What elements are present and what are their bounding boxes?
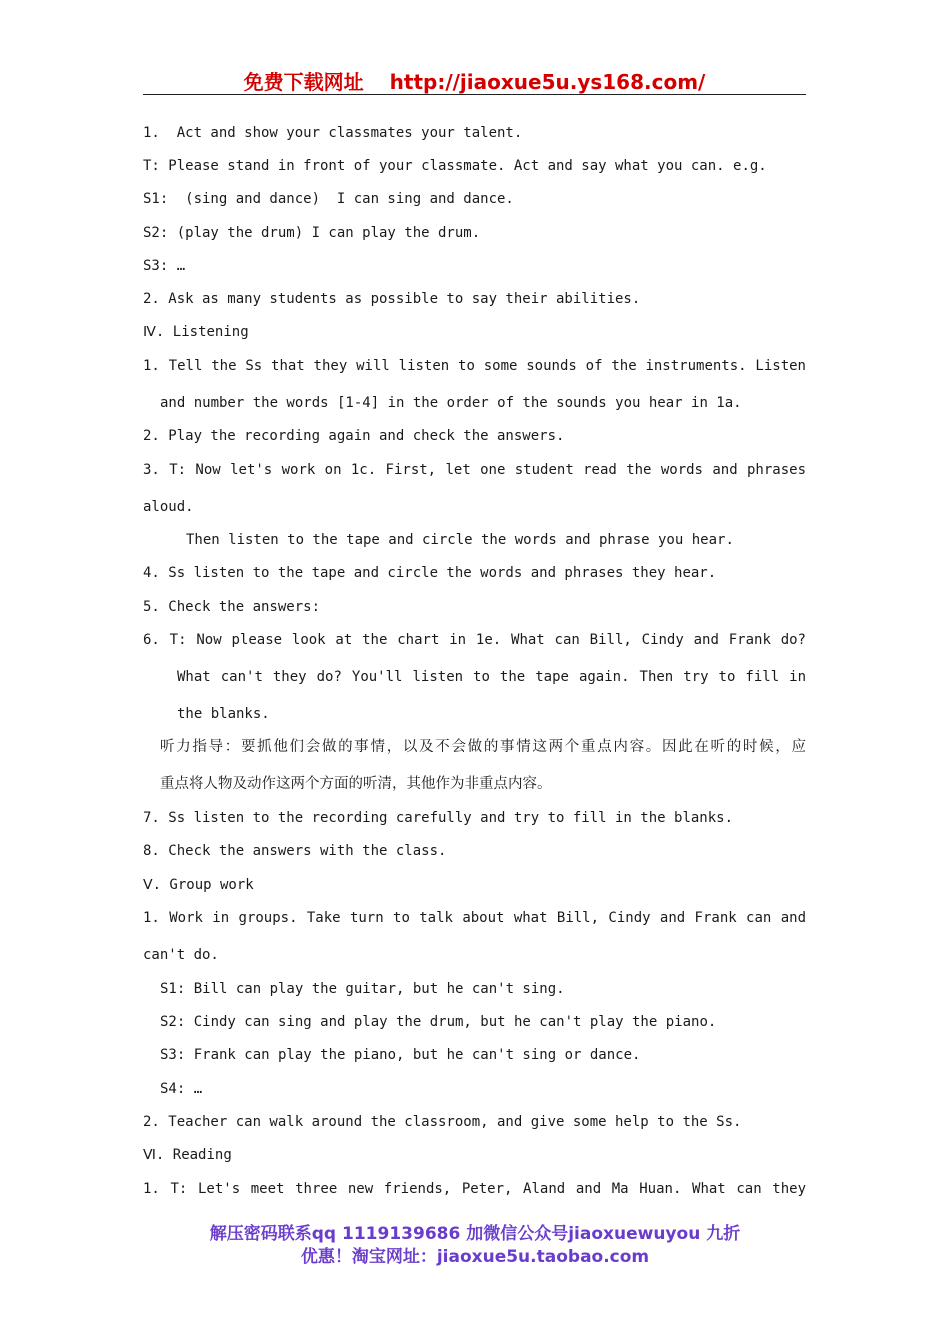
page-header [143, 66, 806, 95]
footer-line-2: 优惠！淘宝网址：jiaoxue5u.taobao.com [300, 1247, 650, 1267]
header-site-label: 免费下载网址 [243, 70, 364, 94]
text-line: S4: … [160, 1081, 203, 1097]
text-line: 1. T: Let's meet three new friends, Peter, Aland and Ma Huan. What can they [143, 1181, 806, 1197]
text-line: 4. Ss listen to the tape and circle the words and phrases they hear. [143, 565, 717, 581]
text-line: T: Please stand in front of your classmate. Act and say what you can. e.g. [143, 158, 767, 174]
text-line: 7. Ss listen to the recording carefully and try to fill in the blanks. [143, 810, 734, 826]
text-line: 3. T: Now let's work on 1c. First, let one student read the words and phrases [143, 462, 806, 478]
text-line: S2: (play the drum) I can play the drum. [143, 225, 481, 241]
text-line: 1. Work in groups. Take turn to talk about what Bill, Cindy and Frank can and [143, 910, 806, 926]
footer-line-1: 解压密码联系qq 1119139686 加微信公众号jiaoxuewuyou 九折 [209, 1224, 741, 1244]
text-line: S2: Cindy can sing and play the drum, but he can't play the piano. [160, 1014, 717, 1030]
text-line: 2. Teacher can walk around the classroom, and give some help to the Ss. [143, 1114, 742, 1130]
text-line: S3: Frank can play the piano, but he can't sing or dance. [160, 1047, 641, 1063]
text-line: What can't they do? You'll listen to the tape again. Then try to fill in [177, 669, 806, 685]
text-line: the blanks. [177, 706, 270, 722]
text-line: S1: (sing and dance) I can sing and dance. [143, 191, 514, 207]
text-line: 2. Ask as many students as possible to say their abilities. [143, 291, 641, 307]
text-line: 6. T: Now please look at the chart in 1e. What can Bill, Cindy and Frank do? [143, 632, 806, 648]
text-line: 听力指导：要抓他们会做的事情，以及不会做的事情这两个重点内容。因此在听的时候，应 [160, 739, 806, 755]
text-line: S1: Bill can play the guitar, but he can't sing. [160, 981, 565, 997]
text-line: and number the words [1-4] in the order of the sounds you hear in 1a. [160, 395, 742, 411]
header-url-link[interactable]: http://jiaoxue5u.ys168.com/ [389, 70, 706, 94]
text-line: can't do. [143, 947, 219, 963]
text-line: 1. Act and show your classmates your talent. [143, 125, 523, 141]
text-line: 1. Tell the Ss that they will listen to some sounds of the instruments. Listen [143, 358, 806, 374]
text-line: 2. Play the recording again and check the answers. [143, 428, 565, 444]
text-line: S3: … [143, 258, 186, 274]
text-line: 重点将人物及动作这两个方面的听清，其他作为非重点内容。 [160, 776, 552, 792]
section-heading: Ⅵ. Reading [143, 1147, 232, 1163]
section-heading: Ⅳ. Listening [143, 324, 249, 340]
text-line: 5. Check the answers: [143, 599, 321, 615]
text-line: 8. Check the answers with the class. [143, 843, 447, 859]
text-line: Then listen to the tape and circle the words and phrase you hear. [186, 532, 734, 548]
text-line: aloud. [143, 499, 194, 515]
section-heading: Ⅴ. Group work [143, 877, 254, 893]
